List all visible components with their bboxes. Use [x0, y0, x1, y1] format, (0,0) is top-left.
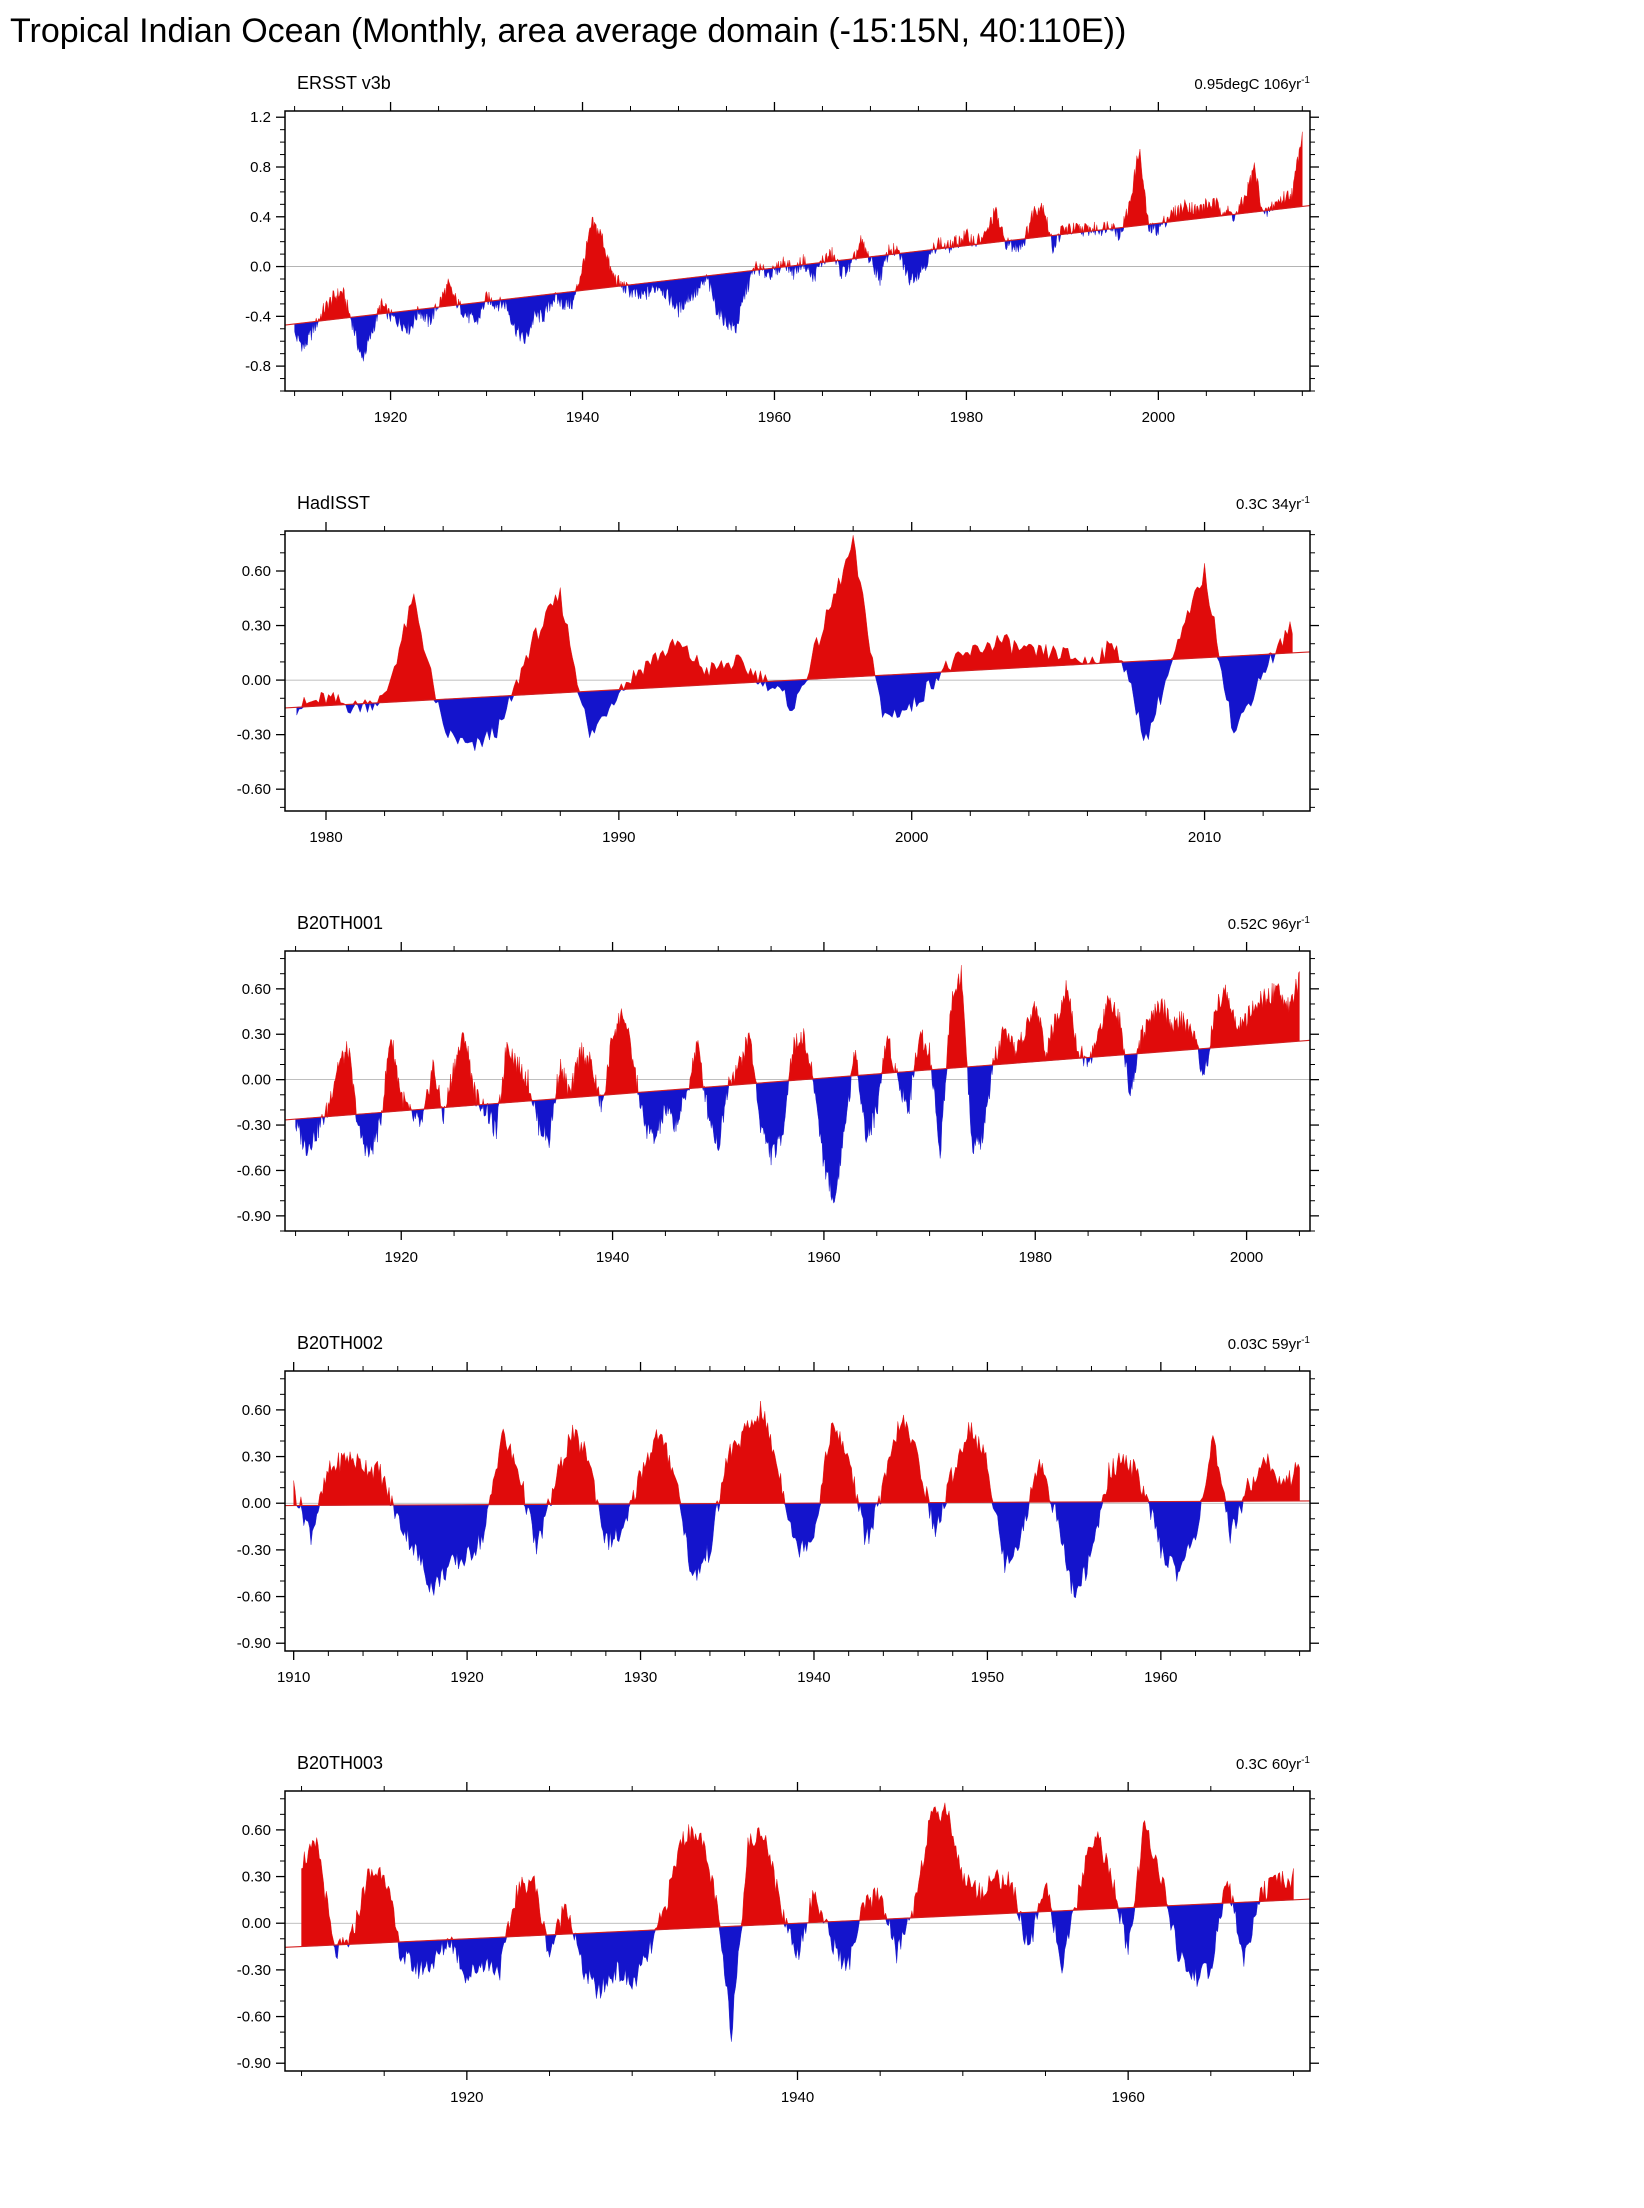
x-tick-label: 1930: [623, 1669, 658, 1686]
chart-panel: [200, 481, 1340, 901]
y-tick-label: -0.30: [236, 1117, 271, 1135]
x-tick-label: 1920: [384, 1249, 418, 1266]
trend-rate-label: 0.3C $34yr^{-1}$: [1236, 495, 1310, 513]
y-tick-label: 0.00: [241, 1495, 271, 1513]
y-tick-label: 0.00: [241, 1915, 271, 1933]
chart-svg: [200, 901, 1340, 1321]
panel-title: B20TH001: [297, 913, 384, 933]
chart-svg: [200, 1741, 1340, 2161]
trend-rate-label: 0.52C $96yr^{-1}$: [1227, 915, 1310, 933]
x-tick-label: 1960: [1144, 1669, 1178, 1686]
panel-title: ERSST v3b: [297, 73, 391, 93]
x-tick-label: 1960: [1111, 2089, 1145, 2106]
y-tick-label: 0.30: [241, 1868, 271, 1886]
x-tick-label: 1920: [373, 409, 408, 426]
trend-rate-label: 0.3C $60yr^{-1}$: [1236, 1755, 1310, 1773]
x-tick-label: 1920: [450, 2089, 484, 2106]
x-tick-label: 2000: [1229, 1249, 1264, 1266]
negative-anomaly-area: [297, 653, 1293, 751]
chart-svg: [200, 481, 1340, 901]
chart-panel: [200, 1741, 1340, 2161]
chart-panel: [200, 1321, 1340, 1741]
y-tick-label: -0.30: [236, 1541, 271, 1559]
trend-rate-label: 0.03C $59yr^{-1}$: [1227, 1335, 1310, 1353]
trend-rate-label: 0.95degC $106yr^{-1}$: [1194, 75, 1310, 93]
x-tick-label: 1960: [757, 409, 792, 426]
panels-container: [200, 61, 1644, 2161]
y-tick-label: 0.00: [241, 672, 271, 690]
y-tick-label: 0.0: [250, 258, 271, 276]
y-tick-label: -0.60: [236, 1588, 271, 1606]
y-tick-label: 0.8: [250, 159, 271, 176]
figure-title: Tropical Indian Ocean (Monthly, area average domain (-15:15N, 40:110E)): [10, 12, 1127, 50]
y-tick-label: -0.60: [236, 781, 271, 799]
x-tick-label: 1980: [309, 829, 343, 846]
panel-title: B20TH002: [297, 1333, 384, 1353]
x-tick-label: 1950: [970, 1669, 1005, 1686]
chart-panel: [200, 901, 1340, 1321]
trend-line: [285, 206, 1310, 325]
x-tick-label: 1920: [450, 1669, 484, 1686]
y-tick-label: 0.60: [241, 1401, 271, 1419]
y-tick-label: -0.30: [236, 1961, 271, 1979]
x-tick-label: 1940: [595, 1249, 630, 1266]
x-tick-label: 1960: [807, 1249, 841, 1266]
chart-svg: [200, 1321, 1340, 1741]
y-tick-label: 1.2: [250, 109, 271, 127]
y-tick-label: 0.4: [250, 208, 271, 226]
y-tick-label: -0.60: [236, 2008, 271, 2026]
x-tick-label: 1980: [1018, 1249, 1052, 1266]
chart-svg: [200, 61, 1340, 481]
positive-anomaly-area: [296, 965, 1300, 1119]
y-tick-label: -0.90: [236, 1635, 271, 1653]
y-tick-label: -0.30: [236, 726, 271, 744]
y-tick-label: 0.00: [241, 1071, 271, 1089]
y-tick-label: 0.30: [241, 617, 271, 635]
x-tick-label: 2000: [1141, 409, 1176, 426]
y-tick-label: -0.4: [245, 308, 271, 326]
y-tick-label: 0.30: [241, 1448, 271, 1466]
x-tick-label: 1940: [797, 1669, 831, 1686]
x-tick-label: 2010: [1187, 829, 1222, 846]
x-tick-label: 1980: [949, 409, 984, 426]
y-tick-label: 0.60: [241, 563, 271, 580]
y-tick-label: 0.60: [241, 1821, 271, 1839]
y-tick-label: -0.90: [236, 2055, 271, 2073]
panel-title: HadISST: [297, 493, 371, 513]
y-tick-label: 0.30: [241, 1026, 271, 1044]
x-tick-label: 1940: [565, 409, 600, 426]
y-tick-label: 0.60: [241, 980, 271, 998]
negative-anomaly-area: [294, 1501, 1300, 1598]
negative-anomaly-area: [302, 1900, 1294, 2042]
chart-panel: [200, 61, 1340, 481]
plot-frame: [285, 111, 1310, 391]
y-tick-label: -0.90: [236, 1207, 271, 1225]
x-tick-label: 1910: [276, 1669, 311, 1686]
x-tick-label: 1940: [780, 2089, 815, 2106]
x-tick-label: 2000: [895, 829, 929, 846]
panel-title: B20TH003: [297, 1753, 384, 1773]
positive-anomaly-area: [294, 1401, 1300, 1505]
y-tick-label: -0.60: [236, 1162, 271, 1180]
x-tick-label: 1990: [602, 829, 636, 846]
y-tick-label: -0.8: [245, 358, 271, 376]
negative-anomaly-area: [295, 206, 1303, 361]
